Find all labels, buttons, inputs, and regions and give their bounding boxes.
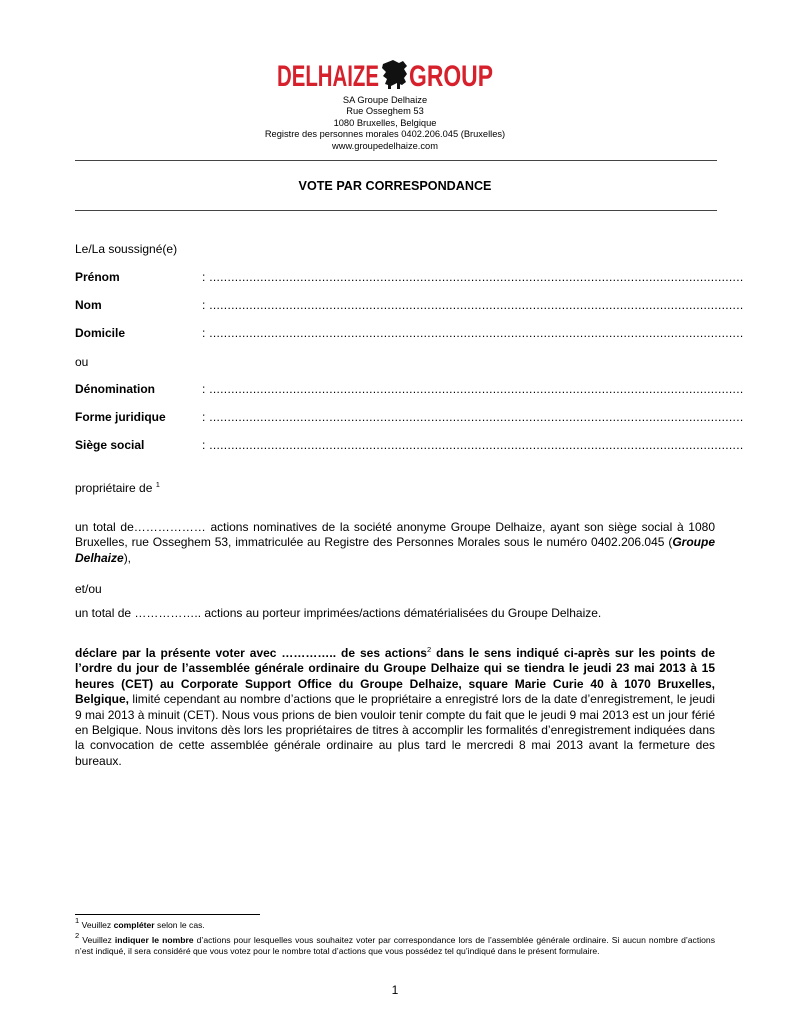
footnote-mark: 1 bbox=[75, 916, 80, 925]
logo-text-left: DELHAIZE bbox=[277, 60, 379, 93]
company-registry: Registre des personnes morales 0402.206.045 (Bruxelles) bbox=[264, 129, 506, 140]
owner-text bbox=[75, 481, 160, 495]
bearer-paragraph: un total de …………….. actions au porteur imprimées/actions dématérialisées du Groupe Delhaize. bbox=[75, 606, 602, 620]
owner-label: propriétaire de bbox=[75, 481, 153, 495]
company-info bbox=[0, 95, 770, 152]
field-label: Domicile bbox=[75, 326, 126, 340]
field-blank[interactable]: : ................................................................................................................................................... bbox=[202, 270, 744, 284]
nominative-tail: ), bbox=[123, 550, 132, 565]
declaration-bold-2: dans le sens indiqué ci-après sur les points de l’ordre du jour de l’assemblée générale ordinaire du Groupe Delhaize qui se tiendra le jeudi 23 mai 2013 à 15 heures (CET) au Corporate Support Office du Groupe Delhaize, square Marie Curie 40 à 1070 Bruxelles, Belgique, bbox=[75, 646, 716, 707]
groupe-delhaize-em: Groupe Delhaize bbox=[75, 535, 715, 565]
declaration-bold-1: déclare par la présente voter avec ………….. de ses actions bbox=[75, 646, 427, 660]
footnote-mark: 2 bbox=[75, 931, 80, 940]
delhaize-group-logo bbox=[277, 58, 493, 93]
top-rule bbox=[75, 160, 717, 161]
declaration-paragraph bbox=[75, 646, 715, 769]
logo-text-right: GROUP bbox=[409, 60, 493, 93]
footnote-rule bbox=[75, 914, 260, 915]
field-blank[interactable]: : ................................................................................................................................................... bbox=[202, 382, 744, 396]
intro-text: Le/La soussigné(e) bbox=[75, 242, 178, 256]
title-rule bbox=[75, 210, 717, 211]
footnote-text: d’actions pour lesquelles vous souhaitez voter par correspondance lors de l’assemblée générale ordinaire. Si aucun nombre d’actions n’est indiqué, il sera considéré que vous votez pour le nombre total d’actions que vous possédez tel qu’indiqué dans le présent formulaire. bbox=[75, 935, 716, 956]
field-blank[interactable]: : ................................................................................................................................................... bbox=[202, 326, 744, 340]
field-label: Nom bbox=[75, 298, 102, 312]
and-or-text: et/ou bbox=[75, 582, 102, 596]
footnote-text: selon le cas. bbox=[154, 920, 205, 930]
footnote-ref-2: 2 bbox=[426, 645, 432, 654]
declaration-normal: limité cependant au nombre d’actions que le propriétaire a enregistré lors de la date d’enregistrement, le jeudi 9 mai 2013 à minuit (CET). Nous vous prions de bien vouloir tenir compte du fait que le jeudi 9 mai 2013 est un jour férié en Belgique. Nous invitons dès lors les propriétaires de titres à accomplir les formalités d’enregistrement indiquées dans la convocation de cette assemblée générale ordinaire au plus tard le mercredi 8 mai 2013 avant la fermeture des bureaux. bbox=[75, 692, 715, 768]
field-label: Prénom bbox=[75, 270, 120, 284]
lion-icon bbox=[382, 60, 407, 89]
page-number: 1 bbox=[391, 983, 399, 997]
footnote-1 bbox=[75, 916, 715, 931]
footnote-text: Veuillez bbox=[81, 920, 114, 930]
field-blank[interactable]: : ................................................................................................................................................... bbox=[202, 298, 744, 312]
nominative-text: un total de……………… actions nominatives de la société anonyme Groupe Delhaize, ayant son siège social à 1080 Bruxelles, rue Osseghem 53, immatriculée au Registre des Personnes Morales sous le numéro 0402.206.045 ( bbox=[75, 520, 715, 550]
footnote-bold: indiquer le nombre bbox=[114, 935, 194, 945]
footnote-text: Veuillez bbox=[82, 935, 115, 945]
field-label: Forme juridique bbox=[75, 410, 166, 424]
company-website[interactable]: www.groupedelhaize.com bbox=[332, 140, 438, 151]
field-blank[interactable]: : ................................................................................................................................................... bbox=[202, 438, 744, 452]
company-logo bbox=[0, 58, 770, 95]
or-text: ou bbox=[75, 355, 89, 369]
nominative-paragraph bbox=[75, 520, 715, 566]
document-title: VOTE PAR CORRESPONDANCE bbox=[298, 179, 492, 193]
footnote-2 bbox=[75, 931, 716, 957]
company-city: 1080 Bruxelles, Belgique bbox=[333, 117, 437, 128]
company-street: Rue Osseghem 53 bbox=[346, 106, 424, 117]
footnote-ref-1: 1 bbox=[155, 480, 160, 489]
footnote-bold: compléter bbox=[113, 920, 155, 930]
company-name: SA Groupe Delhaize bbox=[342, 95, 428, 105]
field-label: Dénomination bbox=[75, 382, 155, 396]
field-label: Siège social bbox=[75, 438, 145, 452]
field-blank[interactable]: : ................................................................................................................................................... bbox=[202, 410, 744, 424]
